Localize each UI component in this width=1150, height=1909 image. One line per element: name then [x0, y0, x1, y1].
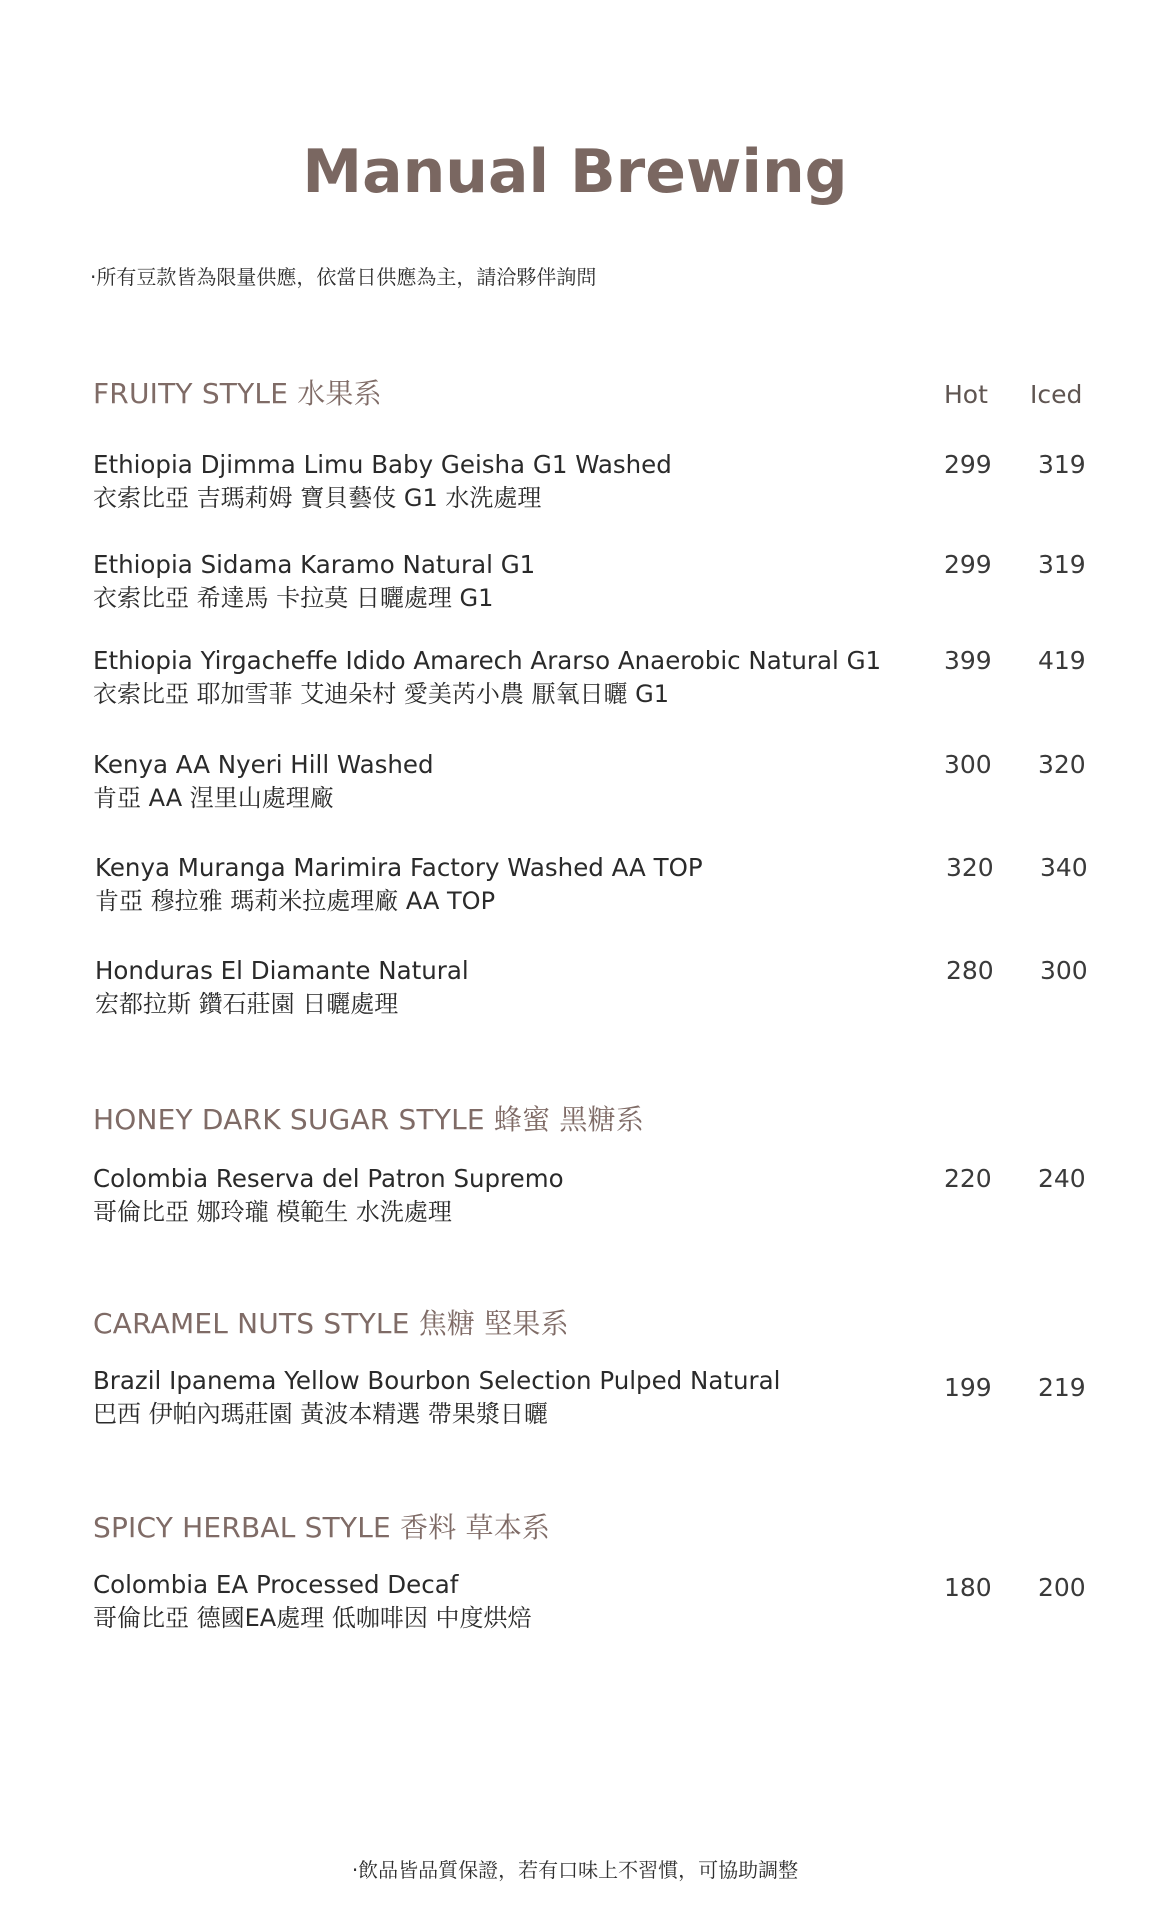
item-name-en: Kenya Muranga Marimira Factory Washed AA TOP — [95, 853, 703, 882]
menu-item — [93, 645, 1093, 715]
section-title-caramel-nuts: CARAMEL NUTS STYLE 焦糖 堅果系 — [93, 1307, 569, 1340]
price-hot: 299 — [944, 450, 992, 479]
item-name-zh: 哥倫比亞 德國EA處理 低咖啡因 中度烘焙 — [93, 1604, 532, 1632]
price-iced: 240 — [1038, 1164, 1086, 1193]
item-name-en: Brazil Ipanema Yellow Bourbon Selection Pulped Natural — [93, 1366, 781, 1395]
price-iced: 200 — [1038, 1573, 1086, 1602]
item-name-zh: 哥倫比亞 娜玲瓏 模範生 水洗處理 — [93, 1198, 452, 1226]
column-header-hot: Hot — [944, 380, 988, 409]
price-iced: 419 — [1038, 646, 1086, 675]
price-hot: 180 — [944, 1573, 992, 1602]
menu-item — [93, 1365, 1093, 1435]
price-hot: 280 — [946, 956, 994, 985]
item-name-en: Honduras El Diamante Natural — [95, 956, 469, 985]
price-iced: 340 — [1040, 853, 1088, 882]
column-header-iced: Iced — [1030, 380, 1083, 409]
item-name-zh: 衣索比亞 希達馬 卡拉莫 日曬處理 G1 — [93, 584, 494, 612]
price-iced: 319 — [1038, 550, 1086, 579]
item-name-en: Colombia EA Processed Decaf — [93, 1570, 459, 1599]
price-hot: 220 — [944, 1164, 992, 1193]
page-title: Manual Brewing — [302, 137, 848, 207]
menu-item — [93, 549, 1093, 619]
price-hot: 300 — [944, 750, 992, 779]
item-name-zh: 衣索比亞 吉瑪莉姆 寶貝藝伎 G1 水洗處理 — [93, 484, 542, 512]
item-name-en: Kenya AA Nyeri Hill Washed — [93, 750, 434, 779]
item-name-zh: 肯亞 AA 涅里山處理廠 — [93, 784, 334, 812]
price-iced: 320 — [1038, 750, 1086, 779]
price-hot: 320 — [946, 853, 994, 882]
menu-item — [93, 449, 1093, 519]
quality-guarantee-note: ·飲品皆品質保證，若有口味上不習慣，可協助調整 — [351, 1858, 799, 1882]
item-name-en: Colombia Reserva del Patron Supremo — [93, 1164, 564, 1193]
price-hot: 199 — [944, 1373, 992, 1402]
section-title-spicy-herbal: SPICY HERBAL STYLE 香料 草本系 — [93, 1511, 551, 1544]
menu-item — [93, 749, 1093, 819]
price-iced: 319 — [1038, 450, 1086, 479]
item-name-en: Ethiopia Sidama Karamo Natural G1 — [93, 550, 536, 579]
availability-note: ·所有豆款皆為限量供應，依當日供應為主，請洽夥伴詢問 — [90, 265, 597, 289]
item-name-zh: 衣索比亞 耶加雪菲 艾迪朵村 愛美芮小農 厭氧日曬 G1 — [93, 680, 670, 708]
price-hot: 299 — [944, 550, 992, 579]
item-name-zh: 肯亞 穆拉雅 瑪莉米拉處理廠 AA TOP — [95, 887, 496, 915]
item-name-zh: 宏都拉斯 鑽石莊園 日曬處理 — [95, 990, 399, 1018]
item-name-en: Ethiopia Djimma Limu Baby Geisha G1 Washed — [93, 450, 672, 479]
item-name-zh: 巴西 伊帕內瑪莊園 黃波本精選 帶果漿日曬 — [93, 1400, 548, 1428]
menu-item — [93, 1163, 1093, 1233]
section-title-fruity: FRUITY STYLE 水果系 — [93, 377, 382, 410]
price-iced: 300 — [1040, 956, 1088, 985]
section-title-honey-dark-sugar: HONEY DARK SUGAR STYLE 蜂蜜 黑糖系 — [93, 1103, 645, 1136]
price-hot: 399 — [944, 646, 992, 675]
menu-item — [95, 852, 1095, 922]
menu-item — [95, 955, 1095, 1025]
item-name-en: Ethiopia Yirgacheffe Idido Amarech Ararso Anaerobic Natural G1 — [93, 646, 882, 675]
menu-item — [93, 1569, 1093, 1639]
price-iced: 219 — [1038, 1373, 1086, 1402]
